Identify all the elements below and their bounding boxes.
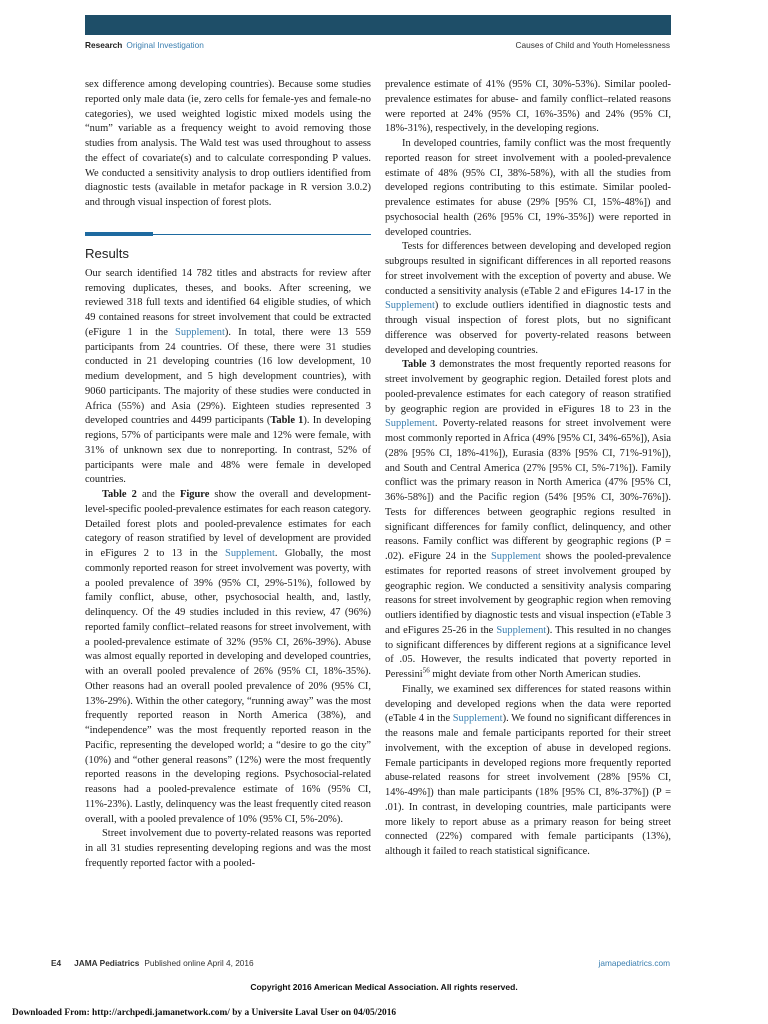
supplement-link[interactable]: Supplement (385, 418, 435, 430)
download-notice: Downloaded From: http://archpedi.jamanetwork.com/ by a Universite Laval User on 04/05/2016 (12, 1008, 397, 1018)
paragraph-results-5: Tests for differences between developing and developed region subgroups resulted in significant differences in all reported reasons for street involvement with the exception of poverty and abuse. We conducted a sensitivity analysis (eTable 2 and eFigures 14-17 in the Supplement) to exclude outliers identified in diagnostic tests and through visual inspection of forest plots, but no significant difference was observed for poverty-related reasons between developed and developing countries. (385, 241, 671, 356)
table-ref[interactable]: Table 1 (270, 415, 304, 427)
journal-name: JAMA Pediatrics (74, 958, 140, 968)
table-ref[interactable]: Table 3 (402, 359, 436, 371)
subsection-label: Original Investigation (126, 40, 204, 50)
supplement-link[interactable]: Supplement (175, 326, 225, 338)
paragraph-results-4: In developed countries, family conflict was the most frequently reported reason for street involvement with a pooled-prevalence estimate of 48% (95% CI, 38%-58%), with all the studies from developed regions contributing to this estimate. Similar pooled-prevalence estimates for abuse (29% [95% CI, 15%-48%]) and psychosocial health (26% [95% CI, 19%-35%]) were reported in developed countries. (385, 138, 671, 238)
supplement-link[interactable]: Supplement (385, 300, 435, 312)
right-column (385, 78, 671, 860)
paragraph-results-1: Our search identified 14 782 titles and abstracts for review after removing duplicates, theses, and books. After screening, we reviewed 318 full texts and identified 64 eligible studies, of which 49 contained reasons for street involvement that could be extracted (eFigure 1 in the Supplement). In total, there were 13 559 participants from 24 countries. Of these, there were 31 studies conducted in 21 developing countries (16 low development, 10 medium development, and 5 high development countries), with 9060 participants. The majority of these studies were conducted in Africa (55%) and Asia (29%). Eighteen studies represented 3 developed countries and 4499 participants (Table 1). In developing regions, 57% of participants were male and 12% were female, with 31% of unknown sex due to nonreporting. In contrast, 52% of participants were male and 48% were female in developed countries. (85, 267, 371, 486)
supplement-link[interactable]: Supplement (452, 713, 503, 725)
paragraph-results-6: Table 3 demonstrates the most frequently reported reasons for street involvement by geographic region. Detailed forest plots and pooled-prevalence estimates for each category of reason stratified by geographic region are provided in eFigures 18 to 23 in the Supplement. Poverty-related reasons for street involvement were most commonly reported in Africa (49% [95% CI, 34%-65%]), Asia (28% [95% CI, 18%-41%]), Eurasia (83% [95% CI, 71%-91%]), and South and Central America (27% [95% CI, 5%-71%]). Family conflict was the primary reason in North America (47% [95% CI, 36%-58%]) and the Pacific region (54% [95% CI, 30%-76%]). Tests for differences between geographic regions resulted in significant differences for family conflict, delinquency, and other reasons. Family conflict was different by geographic regions (P = .02). eFigure 24 in the Supplement shows the pooled-prevalence estimates for reported reasons of street involvement grouped by geographic region. We conducted a sensitivity analysis comparing reasons for street involvement by geographic region when removing outliers identified by diagnostic tests and visual inspection (eTable 3 and eFigures 25-26 in the Supplement). This resulted in no changes to significant differences by different regions at a significance level of .05. However, the results indicated that poverty reported in Peressini$^{56}$ might deviate from other North American studies. (385, 359, 672, 680)
paragraph-results-3-cont: prevalence estimate of 41% (95% CI, 30%-53%). Similar pooled-prevalence estimates for abuse- and family conflict–related reasons were reported at 24% (95% CI, 16%-35%) and 24% (95% CI, 18%-31%), respectively, in the developing regions. (385, 79, 671, 135)
supplement-link[interactable]: Supplement (225, 548, 275, 559)
section-label: Research (85, 40, 123, 50)
running-head-section (85, 40, 204, 50)
section-heading-results: Results (85, 245, 129, 261)
publication-date: Published online April 4, 2016 (144, 958, 254, 968)
paragraph-methods-end: sex difference among developing countries). Because some studies reported only male data (ie, zero cells for female-yes and female-no categories), we used weighted logistic mixed models using the “num” variable as a frequency weight to avoid removing those studies from analysis. The Wald test was used throughout to assess the effect of covariate(s) and to calculate corresponding P values. We conducted a sensitivity analysis to drop outliers identified from diagnostic tests (available in metafor package in R version 3.0.2) and through visual inspection of forest plots. (85, 79, 371, 208)
paragraph-results-7: Finally, we examined sex differences for stated reasons within developing and developed regions when the data were reported (eTable 4 in the Supplement). We found no significant differences in the reasons male and female participants reported for their street involvement, with the exception of abuse in developed regions. Female participants in developed regions more frequently reported abuse-related reasons for street involvement (28% [95% CI, 14%-49%]) than male participants (18% [95% CI, 8%-37%]) (P = .01). In contrast, in developing countries, male participants were more likely to report abuse as a primary reason for being street connected (22%) compared with female participants (13%), although it failed to reach statistical significance. (385, 683, 671, 857)
paragraph-results-2: Table 2 and the Figure show the overall and development-level-specific pooled-prevalence estimates for each reason category. Detailed forest plots and pooled-prevalence estimates for each category of reason stratified by level of development are provided in eFigures 2 to 13 in the Supplement. Globally, the most commonly reported reason for street involvement was poverty, with a pooled prevalence of 39% (95% CI, 29%-51%), followed by family conflict, abuse, other, psychosocial health, and, lastly, delinquency. Of the 49 studies included in this review, 47 (96%) reported family conflict–related reasons for street involvement, with a pooled-prevalence estimate of 32% (95% CI, 26%-39%). Abuse was almost equally reported in developing and developed countries, with an overall pooled prevalence of 26% (95% CI, 18%-35%). Other reasons had an overall pooled prevalence of 20% (95% CI, 13%-29%). Within the other category, “running away” was the most frequently reported reason in North America (38%), and “independence” was the most frequently reported reason in the Pacific, representing the developed world; a “desire to go the city” (10%) and “other general reasons” (12%) were the most frequently reported reasons in the developing regions. Psychosocial-related reasons had a pooled-prevalence estimate of 16% (95% CI, 11%-23%). Lastly, delinquency was the least frequently cited reason overall, with a pooled prevalence of 10% (95% CI, 5%-20%). (85, 489, 371, 825)
footer-left (51, 958, 254, 968)
table-ref[interactable]: Table 2 (102, 489, 137, 500)
page-number: E4 (51, 958, 62, 968)
supplement-link[interactable]: Supplement (491, 551, 541, 562)
running-title: Causes of Child and Youth Homelessness (515, 40, 670, 50)
journal-website-link[interactable]: jamapediatrics.com (598, 958, 670, 968)
header-color-bar (85, 15, 671, 35)
section-rule (85, 234, 371, 238)
reference-superscript[interactable]: 56 (422, 666, 430, 675)
left-column (85, 78, 371, 872)
figure-ref[interactable]: Figure (179, 489, 210, 500)
supplement-link[interactable]: Supplement (496, 624, 547, 636)
paragraph-results-3: Street involvement due to poverty-related reasons was reported in all 31 studies representing developing regions and was the most frequently reported factor with a pooled- (85, 828, 371, 869)
copyright-notice: Copyright 2016 American Medical Association. All rights reserved. (250, 982, 518, 992)
